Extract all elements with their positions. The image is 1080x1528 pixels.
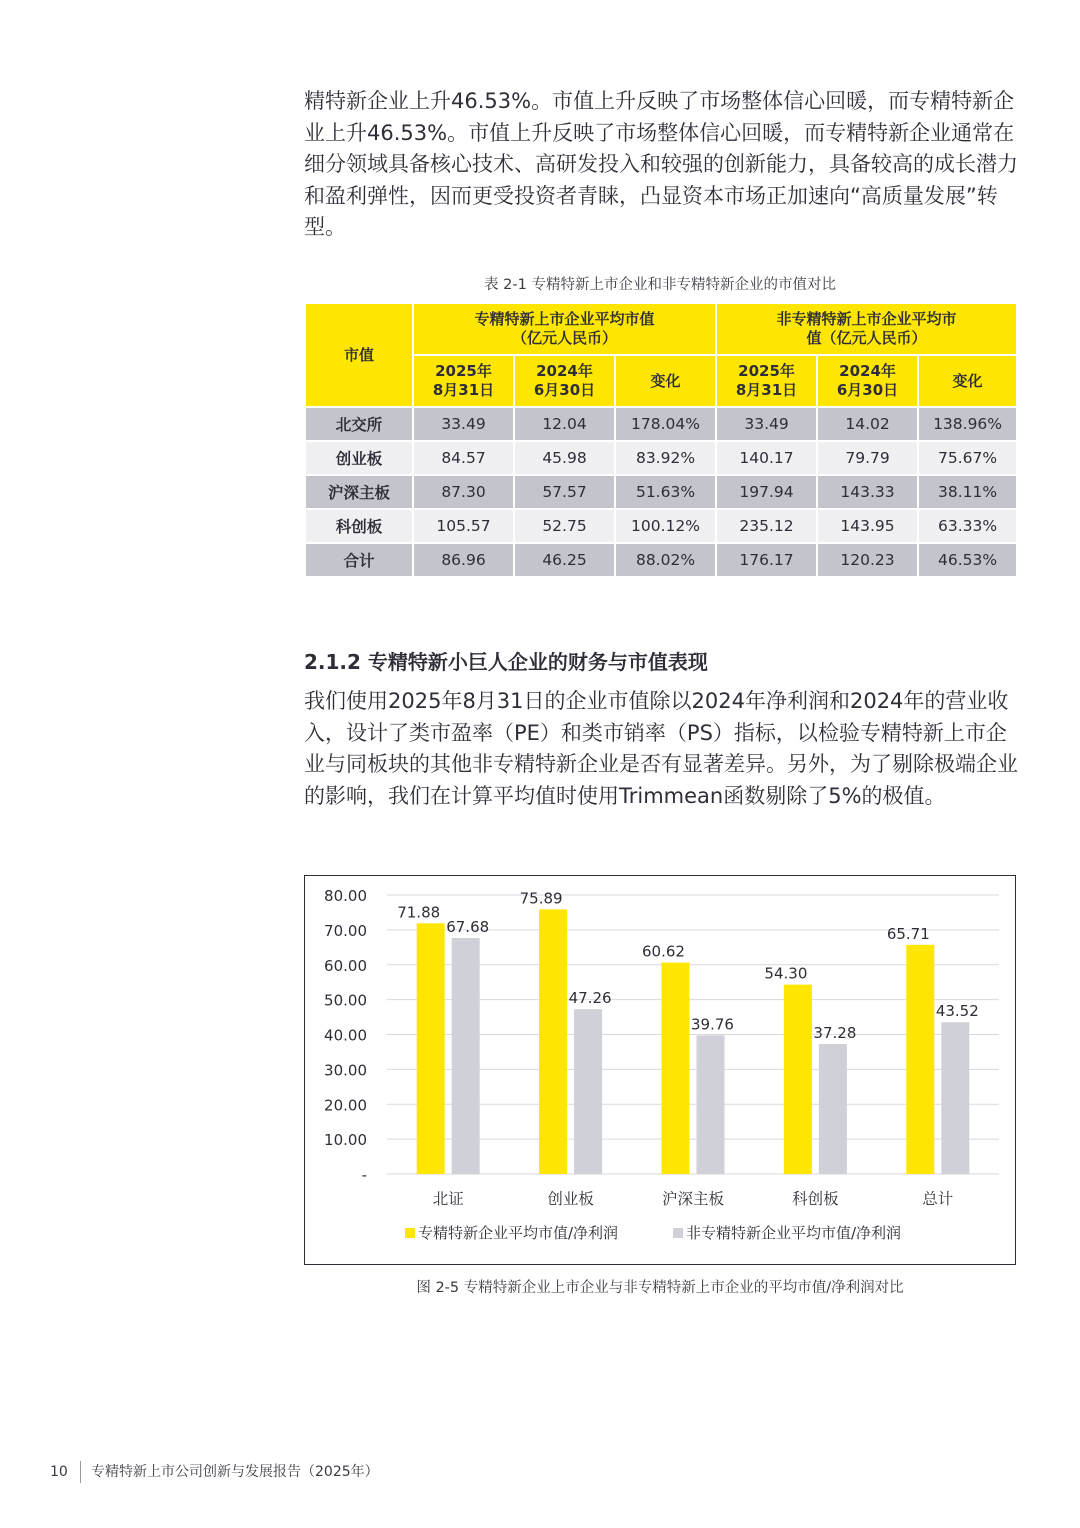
bar-chart (304, 875, 1016, 1265)
table-cell: 87.30 (413, 475, 514, 509)
x-tick-label: 创业板 (547, 1190, 594, 1208)
table-cell: 79.79 (817, 441, 918, 475)
table-cell: 52.75 (514, 509, 615, 543)
x-tick-label: 沪深主板 (661, 1190, 725, 1208)
data-label: 75.89 (519, 889, 563, 908)
footer-title: 专精特新上市公司创新与发展报告（2025年） (91, 1464, 379, 1480)
bar (574, 1009, 602, 1174)
legend-label: 非专精特新企业平均市值/净利润 (686, 1224, 902, 1242)
row-label: 合计 (305, 543, 413, 577)
data-label: 43.52 (935, 1002, 979, 1021)
col-header-2024 (514, 355, 615, 407)
bar (819, 1044, 847, 1174)
page-number: 10 (50, 1464, 68, 1480)
bar (417, 923, 445, 1174)
table-cell: 38.11% (918, 475, 1017, 509)
col-header-2025 (716, 355, 817, 407)
table-cell: 178.04% (615, 407, 716, 441)
x-tick-label: 北证 (432, 1190, 464, 1208)
col-header-change: 变化 (918, 355, 1017, 407)
market-value-table (304, 302, 1018, 578)
col-header-text: 2024年6月30日 (836, 362, 899, 399)
bar (539, 909, 567, 1174)
table-group-header-non-srdi (716, 303, 1017, 355)
y-tick-label: 80.00 (324, 887, 367, 905)
body-paragraph-method: 我们使用2025年8月31日的企业市值除以2024年净利润和2024年的营业收入，设计了类市盈率（PE）和类市销率（PS）指标，以检验专精特新上市企业与同板块的其他非专精特新企业是否有显著差异。另外，为了剔除极端企业的影响，我们在计算平均值时使用Trimmean函数剔除了5%的极值。 (304, 689, 1018, 808)
data-label: 65.71 (886, 924, 930, 943)
table-cell: 33.49 (413, 407, 514, 441)
y-tick-label: 30.00 (324, 1061, 367, 1080)
data-label: 37.28 (813, 1023, 857, 1042)
table-cell: 235.12 (716, 509, 817, 543)
row-label: 科创板 (305, 509, 413, 543)
table-caption: 表 2-1 专精特新上市企业和非专精特新企业的市值对比 (484, 277, 836, 293)
row-label: 北交所 (305, 407, 413, 441)
table-cell: 84.57 (413, 441, 514, 475)
y-tick-label: 40.00 (324, 1026, 367, 1045)
col-header-change: 变化 (615, 355, 716, 407)
col-header-2025 (413, 355, 514, 407)
table-cell: 120.23 (817, 543, 918, 577)
table-cell: 45.98 (514, 441, 615, 475)
col-header-text: 2024年6月30日 (533, 362, 596, 399)
table-cell: 14.02 (817, 407, 918, 441)
col-header-text: 2025年8月31日 (432, 362, 495, 399)
row-label: 创业板 (305, 441, 413, 475)
table-group-header-non-srdi-text: 非专精特新上市企业平均市值（亿元人民币） (776, 310, 957, 347)
table-group-header-srdi-text: 专精特新上市企业平均市值（亿元人民币） (474, 310, 655, 347)
data-label: 71.88 (397, 903, 441, 922)
footer-divider (80, 1461, 81, 1483)
table-cell: 46.25 (514, 543, 615, 577)
bar (941, 1022, 969, 1174)
table-row (305, 543, 1017, 577)
data-label: 39.76 (691, 1015, 734, 1034)
bar (784, 985, 812, 1174)
table-cell: 75.67% (918, 441, 1017, 475)
table-cell: 197.94 (716, 475, 817, 509)
table-row (305, 475, 1017, 509)
data-label: 54.30 (764, 964, 808, 983)
bar-chart-svg (305, 876, 1015, 1264)
y-tick-label: 20.00 (324, 1096, 367, 1115)
table-cell: 143.33 (817, 475, 918, 509)
table-cell: 46.53% (918, 543, 1017, 577)
table-cell: 88.02% (615, 543, 716, 577)
bar (906, 945, 934, 1174)
figure-caption: 图 2-5 专精特新企业上市企业与非专精特新上市企业的平均市值/净利润对比 (416, 1280, 904, 1296)
bar (662, 963, 690, 1174)
y-tick-label: - (361, 1166, 367, 1184)
col-header-2024 (817, 355, 918, 407)
table-cell: 138.96% (918, 407, 1017, 441)
data-label: 67.68 (446, 917, 490, 936)
legend-swatch (405, 1228, 415, 1238)
table-cell: 83.92% (615, 441, 716, 475)
table-cell: 100.12% (615, 509, 716, 543)
col-header-text: 2025年8月31日 (735, 362, 798, 399)
table-cell: 176.17 (716, 543, 817, 577)
table-row (305, 509, 1017, 543)
bar (452, 938, 480, 1174)
table-cell: 57.57 (514, 475, 615, 509)
data-label: 60.62 (642, 942, 685, 961)
bar (697, 1035, 725, 1174)
table-corner-header: 市值 (305, 303, 413, 407)
table-group-header-srdi (413, 303, 716, 355)
page-footer (50, 1461, 379, 1483)
x-tick-label: 科创板 (792, 1190, 839, 1208)
x-tick-label: 总计 (922, 1190, 954, 1208)
table-cell: 105.57 (413, 509, 514, 543)
table-cell: 12.04 (514, 407, 615, 441)
row-label: 沪深主板 (305, 475, 413, 509)
table-cell: 33.49 (716, 407, 817, 441)
table-cell: 86.96 (413, 543, 514, 577)
table-row (305, 407, 1017, 441)
table-cell: 51.63% (615, 475, 716, 509)
table-cell: 63.33% (918, 509, 1017, 543)
section-title: 2.1.2 专精特新小巨人企业的财务与市值表现 (304, 650, 708, 674)
y-tick-label: 70.00 (324, 921, 367, 940)
y-tick-label: 50.00 (324, 991, 367, 1010)
y-tick-label: 10.00 (324, 1131, 367, 1150)
body-paragraph-top: 精特新企业上升46.53%。市值上升反映了市场整体信心回暖，而专精特新企业上升46.53%。市值上升反映了市场整体信心回暖，而专精特新企业通常在细分领域具备核心技术、高研发投入和较强的创新能力，具备较高的成长潜力和盈利弹性，因而更受投资者青睐，凸显资本市场正加速向“高质量发展”转型。 (304, 89, 1018, 239)
y-tick-label: 60.00 (324, 956, 367, 975)
table-cell: 140.17 (716, 441, 817, 475)
legend-swatch (673, 1228, 683, 1238)
table-row (305, 441, 1017, 475)
table-cell: 143.95 (817, 509, 918, 543)
data-label: 47.26 (568, 989, 612, 1008)
legend-label: 专精特新企业平均市值/净利润 (418, 1224, 619, 1242)
